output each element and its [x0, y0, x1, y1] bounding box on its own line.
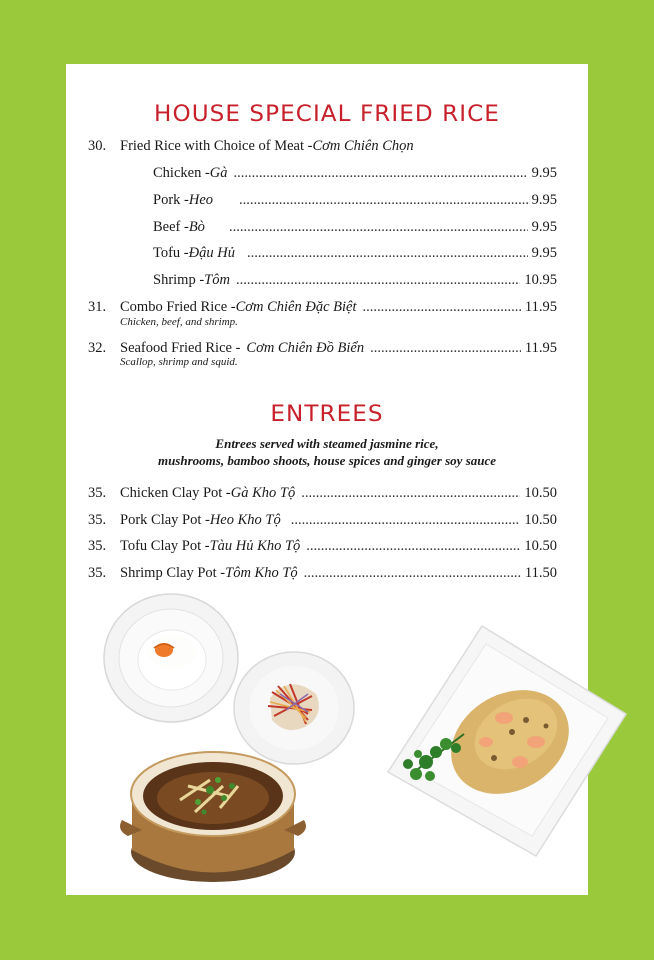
item-number: 30. [88, 138, 107, 154]
entree-item-chicken-clay-pot [88, 484, 557, 502]
menu-item-31 [88, 298, 557, 316]
option-name: Pork - [153, 192, 189, 208]
option-name: Beef - [153, 219, 189, 235]
option-price: 9.95 [531, 192, 557, 208]
dot-leader [234, 164, 528, 182]
item-vietnamese-name: Tàu Hủ Kho Tộ [209, 538, 301, 554]
item-number: 31. [88, 299, 107, 315]
option-price: 9.95 [531, 219, 557, 235]
entrees-note-line-2: mushrooms, bamboo shoots, house spices and ginger soy sauce [157, 453, 497, 468]
item-vietnamese-name: Heo Kho Tộ [209, 512, 281, 528]
meat-option-chicken [153, 164, 557, 182]
item-vietnamese-name: Cơm Chiên Đặc Biệt [235, 299, 357, 315]
salad-plate [234, 652, 354, 764]
option-vietnamese-name: Heo [188, 192, 214, 208]
fried-rice-section-title: HOUSE SPECIAL FRIED RICE [154, 102, 500, 127]
meat-option-tofu [153, 244, 557, 262]
menu-page [66, 64, 588, 895]
meat-option-pork [153, 191, 557, 209]
item-price: 10.50 [524, 512, 557, 528]
item-number: 35. [88, 565, 107, 581]
item-name: Shrimp Clay Pot - [120, 565, 226, 581]
dot-leader [306, 537, 520, 555]
item-price: 11.95 [524, 340, 557, 356]
item-number: 32. [88, 340, 107, 356]
option-vietnamese-name: Đậu Hủ [188, 245, 235, 261]
item-name: Chicken Clay Pot - [120, 485, 231, 501]
fried-rice-plate-photo [386, 622, 628, 858]
item-description: Scallop, shrimp and squid. [120, 356, 238, 368]
dot-leader [291, 511, 521, 529]
option-price: 9.95 [531, 245, 557, 261]
menu-item-30 [88, 137, 508, 155]
option-vietnamese-name: Gà [209, 165, 228, 181]
entrees-section-title: ENTREES [270, 402, 384, 427]
dot-leader [247, 244, 528, 262]
dot-leader [229, 218, 528, 236]
option-name: Shrimp - [153, 272, 205, 288]
option-price: 9.95 [531, 165, 557, 181]
entree-item-tofu-clay-pot [88, 537, 557, 555]
menu-item-32 [88, 339, 557, 357]
item-vietnamese-name: Cơm Chiên Đồ Biển [246, 340, 365, 356]
option-name: Chicken - [153, 165, 210, 181]
dot-leader [301, 484, 520, 502]
item-name: Pork Clay Pot - [120, 512, 210, 528]
item-vietnamese-name: Cơm Chiên Chọn [312, 138, 414, 154]
item-number: 35. [88, 485, 107, 501]
item-price: 10.50 [524, 485, 557, 501]
dot-leader [370, 339, 521, 357]
entrees-note-line-1: Entrees served with steamed jasmine rice, [215, 436, 439, 451]
dot-leader [236, 271, 520, 289]
item-vietnamese-name: Tôm Kho Tộ [225, 565, 298, 581]
option-name: Tofu - [153, 245, 189, 261]
item-name: Tofu Clay Pot - [120, 538, 210, 554]
meat-option-beef [153, 218, 557, 236]
option-vietnamese-name: Tôm [204, 272, 230, 288]
entree-item-pork-clay-pot [88, 511, 557, 529]
option-vietnamese-name: Bò [188, 219, 205, 235]
dot-leader [304, 564, 521, 582]
clay-pot-meal-photo [100, 590, 360, 890]
option-price: 10.95 [524, 272, 557, 288]
item-number: 35. [88, 538, 107, 554]
item-price: 11.50 [524, 565, 557, 581]
item-vietnamese-name: Gà Kho Tộ [230, 485, 296, 501]
item-description: Chicken, beef, and shrimp. [120, 316, 238, 328]
dot-leader [363, 298, 521, 316]
item-price: 10.50 [524, 538, 557, 554]
entree-item-shrimp-clay-pot [88, 564, 557, 582]
item-name: Fried Rice with Choice of Meat - [120, 138, 313, 154]
clay-pot [120, 752, 306, 882]
item-name: Combo Fried Rice - [120, 299, 236, 315]
dot-leader [239, 191, 528, 209]
item-name: Seafood Fried Rice - [120, 340, 241, 356]
item-number: 35. [88, 512, 107, 528]
meat-option-shrimp [153, 271, 557, 289]
item-price: 11.95 [524, 299, 557, 315]
rice-plate [104, 594, 238, 722]
